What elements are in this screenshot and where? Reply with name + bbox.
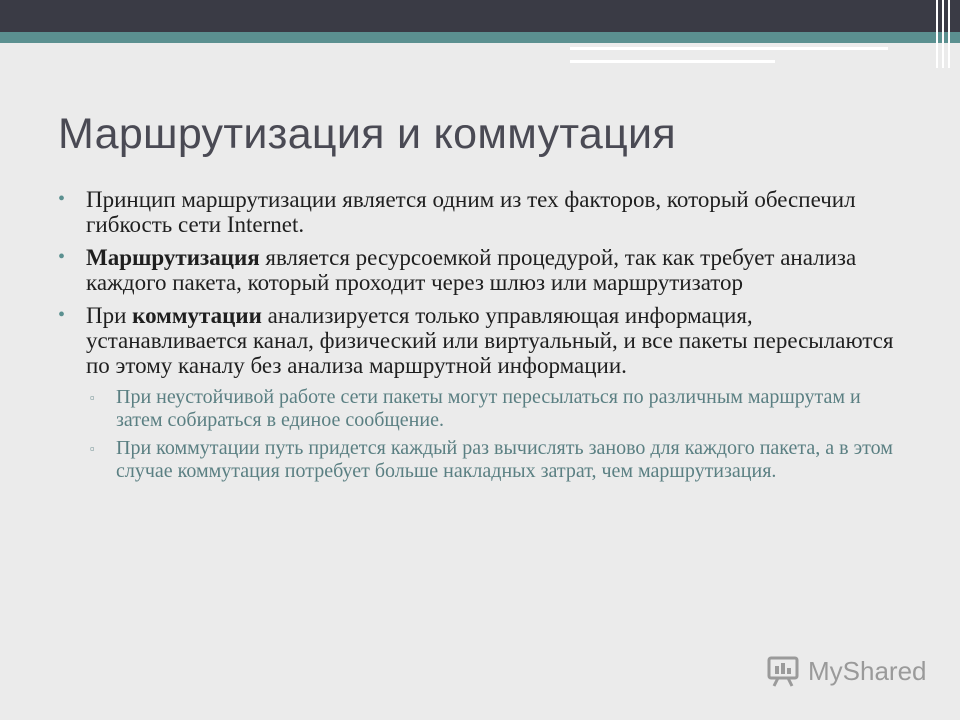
sub-bullet-text: При неустойчивой работе сети пакеты могут пересылаться по различным маршрутам и затем собираться в единое сообщение. [116, 386, 861, 431]
bold-term: Маршрутизация [86, 245, 260, 270]
decorative-line [570, 60, 775, 63]
watermark-text: MyShared [808, 655, 927, 686]
watermark-logo [766, 654, 927, 688]
decorative-line [570, 47, 888, 50]
bullet-text: Принцип маршрутизации является одним из тех факторов, который обеспечил гибкость сети Internet. [86, 187, 856, 237]
slide-title: Маршрутизация и коммутация [58, 110, 676, 158]
sub-bullet-marker: ▫ [90, 390, 95, 405]
presentation-board-icon [766, 654, 800, 688]
sub-bullet-item [58, 386, 898, 432]
accent-band [0, 32, 960, 43]
slide-body [58, 187, 898, 488]
bullet-marker: • [58, 246, 66, 268]
bullet-item [58, 303, 898, 378]
bold-term: коммутации [132, 303, 262, 328]
bullet-item [58, 187, 898, 237]
bullet-marker: • [58, 188, 66, 210]
top-bar [0, 0, 960, 32]
bullet-text: При [86, 303, 133, 328]
corner-stripes [932, 0, 960, 68]
sub-bullet-item [58, 437, 898, 483]
bullet-text: анализируется только управляющая информация, устанавливается канал, физический или виртуальный, и все пакеты пересылаются по этому каналу без анализа маршрутной информации. [86, 303, 894, 378]
sub-bullet-marker: ▫ [90, 441, 95, 456]
bullet-item [58, 245, 898, 295]
bullet-marker: • [58, 304, 66, 326]
bullet-text: является ресурсоемкой процедурой, так как требует анализа каждого пакета, который проходит через шлюз или маршрутизатор [86, 245, 857, 295]
sub-bullet-text: При коммутации путь придется каждый раз вычислять заново для каждого пакета, а в этом случае коммутация потребует больше накладных затрат, чем маршрутизация. [116, 437, 893, 482]
